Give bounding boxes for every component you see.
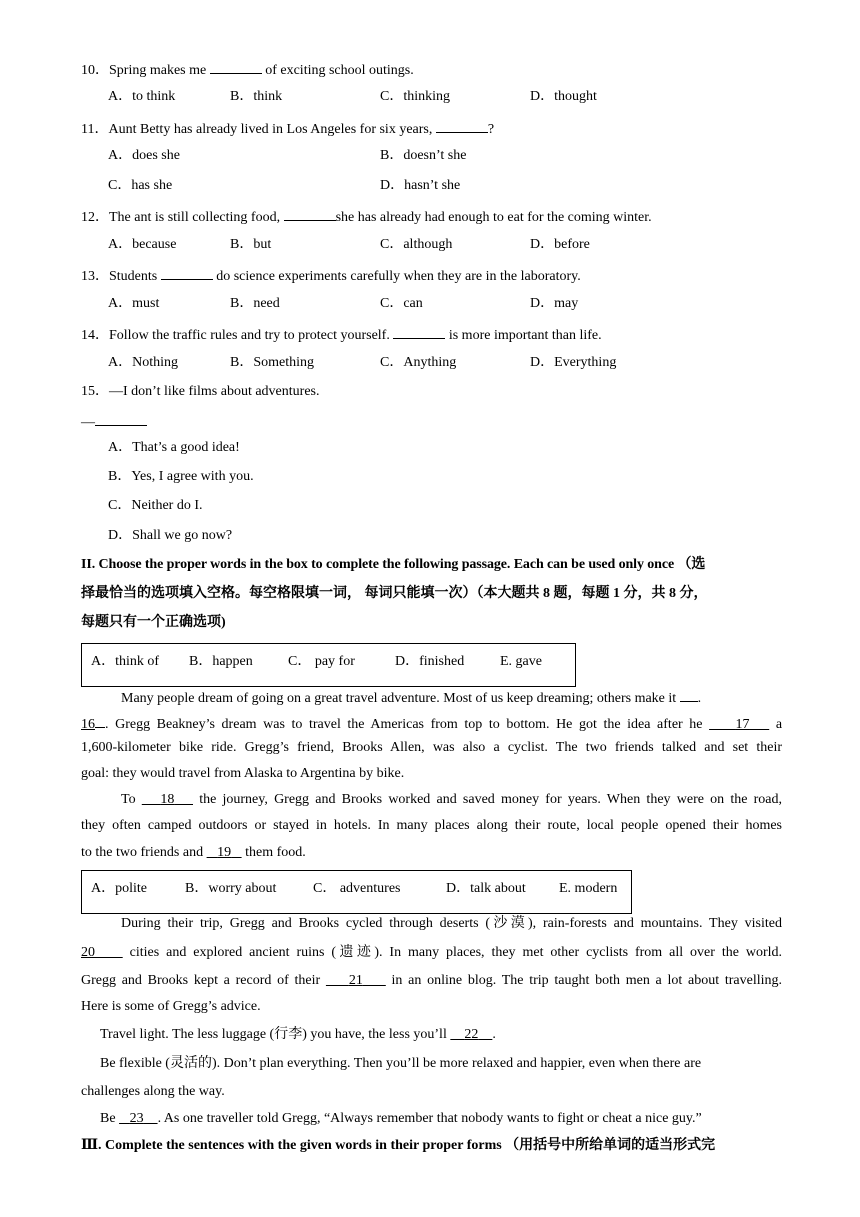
passage-line: Here is some of Gregg’s advice. bbox=[81, 999, 261, 1014]
blank-21[interactable]: 21 bbox=[348, 973, 363, 988]
answer-blank[interactable] bbox=[95, 411, 147, 426]
option-c[interactable]: C．has she bbox=[108, 178, 173, 193]
question-12: 12．The ant is still collecting food, she has already had enough to eat for the coming winter. bbox=[81, 206, 652, 227]
option-a[interactable]: A．That’s a good idea! bbox=[108, 440, 240, 455]
option-d[interactable]: D．Shall we go now? bbox=[108, 528, 233, 543]
answer-blank[interactable] bbox=[393, 324, 445, 339]
question-14: 14．Follow the traffic rules and try to protect yourself. is more important than life. bbox=[81, 324, 602, 345]
option-c[interactable]: C．Anything bbox=[380, 355, 457, 370]
blank-20[interactable]: 20 bbox=[81, 945, 95, 960]
word-option: C． pay for bbox=[288, 654, 355, 669]
advice-line: Be flexible (灵活的). Don’t plan everything. Then you’ll be more relaxed and happier, even when there are bbox=[100, 1056, 702, 1071]
word-option: B．happen bbox=[189, 654, 253, 669]
advice-line: Travel light. The less luggage (行李) you have, the less you’ll 22 . bbox=[100, 1027, 496, 1042]
answer-blank[interactable] bbox=[436, 118, 488, 133]
blank-22[interactable]: 22 bbox=[464, 1027, 479, 1042]
answer-blank[interactable] bbox=[161, 265, 213, 280]
section-2-heading: II. Choose the proper words in the box to complete the following passage. Each can be used only once （选 bbox=[81, 557, 706, 572]
question-10: 10．Spring makes me of exciting school outings. bbox=[81, 59, 414, 80]
option-d[interactable]: D．thought bbox=[530, 89, 597, 104]
word-option: B．worry about bbox=[185, 881, 277, 896]
word-box-1 bbox=[81, 643, 576, 687]
word-option: C． adventures bbox=[313, 881, 401, 896]
option-b[interactable]: B．but bbox=[230, 237, 272, 252]
word-option: E. modern bbox=[559, 881, 618, 896]
blank-23[interactable]: 23 bbox=[129, 1111, 144, 1126]
section-3-heading: Ⅲ. Complete the sentences with the given words in their proper forms （用括号中所给单词的适当形式完 bbox=[81, 1138, 716, 1153]
passage-line: 20 cities and explored ancient ruins (遗迹). In many places, they met other cyclists from all over the world. bbox=[81, 945, 783, 960]
passage-line: to the two friends and 19 them food. bbox=[81, 845, 306, 860]
option-c[interactable]: C．thinking bbox=[380, 89, 451, 104]
section-2-heading-line2: 择最恰当的选项填入空格。每空格限填一词， 每词只能填一次）（本大题共 8 题，每题 1 分，共 8 分， bbox=[81, 586, 708, 601]
option-b[interactable]: B．think bbox=[230, 89, 283, 104]
passage-line: they often camped outdoors or stayed in hotels. In many places along their route, local people opened their homes bbox=[81, 818, 782, 833]
advice-line: Be 23 . As one traveller told Gregg, “Always remember that nobody wants to fight or cheat a nice guy.” bbox=[100, 1111, 702, 1126]
question-13: 13．Students do science experiments carefully when they are in the laboratory. bbox=[81, 265, 581, 286]
section-2-heading-line3: 每题只有一个正确选项) bbox=[81, 615, 226, 630]
option-b[interactable]: B．need bbox=[230, 296, 280, 311]
option-d[interactable]: D．before bbox=[530, 237, 590, 252]
passage-line: Many people dream of going on a great travel adventure. Most of us keep dreaming; others make it . bbox=[121, 687, 701, 708]
option-d[interactable]: D．Everything bbox=[530, 355, 617, 370]
option-c[interactable]: C．Neither do I. bbox=[108, 498, 203, 513]
option-b[interactable]: B．doesn’t she bbox=[380, 148, 467, 163]
blank-underline bbox=[95, 713, 105, 728]
advice-line: challenges along the way. bbox=[81, 1084, 225, 1099]
passage-line: To 18 the journey, Gregg and Brooks worked and saved money for years. When they were on the road, bbox=[121, 792, 783, 807]
option-a[interactable]: A．Nothing bbox=[108, 355, 178, 370]
word-option: D．finished bbox=[395, 654, 465, 669]
option-a[interactable]: A．to think bbox=[108, 89, 176, 104]
question-15: 15．—I don’t like films about adventures. bbox=[81, 384, 320, 399]
passage-line: goal: they would travel from Alaska to Argentina by bike. bbox=[81, 766, 405, 781]
blank-18[interactable]: 18 bbox=[160, 792, 175, 807]
option-b[interactable]: B．Something bbox=[230, 355, 315, 370]
option-a[interactable]: A．because bbox=[108, 237, 177, 252]
word-option: D．talk about bbox=[446, 881, 526, 896]
option-d[interactable]: D．hasn’t she bbox=[380, 178, 461, 193]
word-option: A．polite bbox=[91, 881, 147, 896]
word-box-2 bbox=[81, 870, 632, 914]
passage-line: 1,600-kilometer bike ride. Gregg’s friend, Brooks Allen, was also a cyclist. The two friends talked and set their bbox=[81, 740, 782, 755]
option-d[interactable]: D．may bbox=[530, 296, 579, 311]
option-a[interactable]: A．must bbox=[108, 296, 160, 311]
passage-line: Gregg and Brooks kept a record of their 21 in an online blog. The trip taught both men a lot about travelling. bbox=[81, 973, 783, 988]
blank-19[interactable]: 19 bbox=[217, 845, 232, 860]
blank-16[interactable]: 16 bbox=[81, 717, 95, 732]
passage-line: 16 . Gregg Beakney’s dream was to travel the Americas from top to bottom. He got the idea after he 17 a bbox=[81, 713, 782, 734]
blank-16-start[interactable] bbox=[680, 687, 698, 702]
question-15-response: — bbox=[81, 411, 147, 432]
option-c[interactable]: C．although bbox=[380, 237, 453, 252]
option-b[interactable]: B．Yes, I agree with you. bbox=[108, 469, 254, 484]
question-11: 11．Aunt Betty has already lived in Los Angeles for six years, ? bbox=[81, 118, 494, 139]
word-option: E. gave bbox=[500, 654, 542, 669]
word-option: A．think of bbox=[91, 654, 160, 669]
blank-17[interactable]: 17 bbox=[735, 717, 750, 732]
option-c[interactable]: C．can bbox=[380, 296, 423, 311]
option-a[interactable]: A．does she bbox=[108, 148, 180, 163]
answer-blank[interactable] bbox=[284, 206, 336, 221]
passage-line: During their trip, Gregg and Brooks cycled through deserts (沙漠), rain-forests and mountains. They visited bbox=[121, 916, 782, 931]
answer-blank[interactable] bbox=[210, 59, 262, 74]
